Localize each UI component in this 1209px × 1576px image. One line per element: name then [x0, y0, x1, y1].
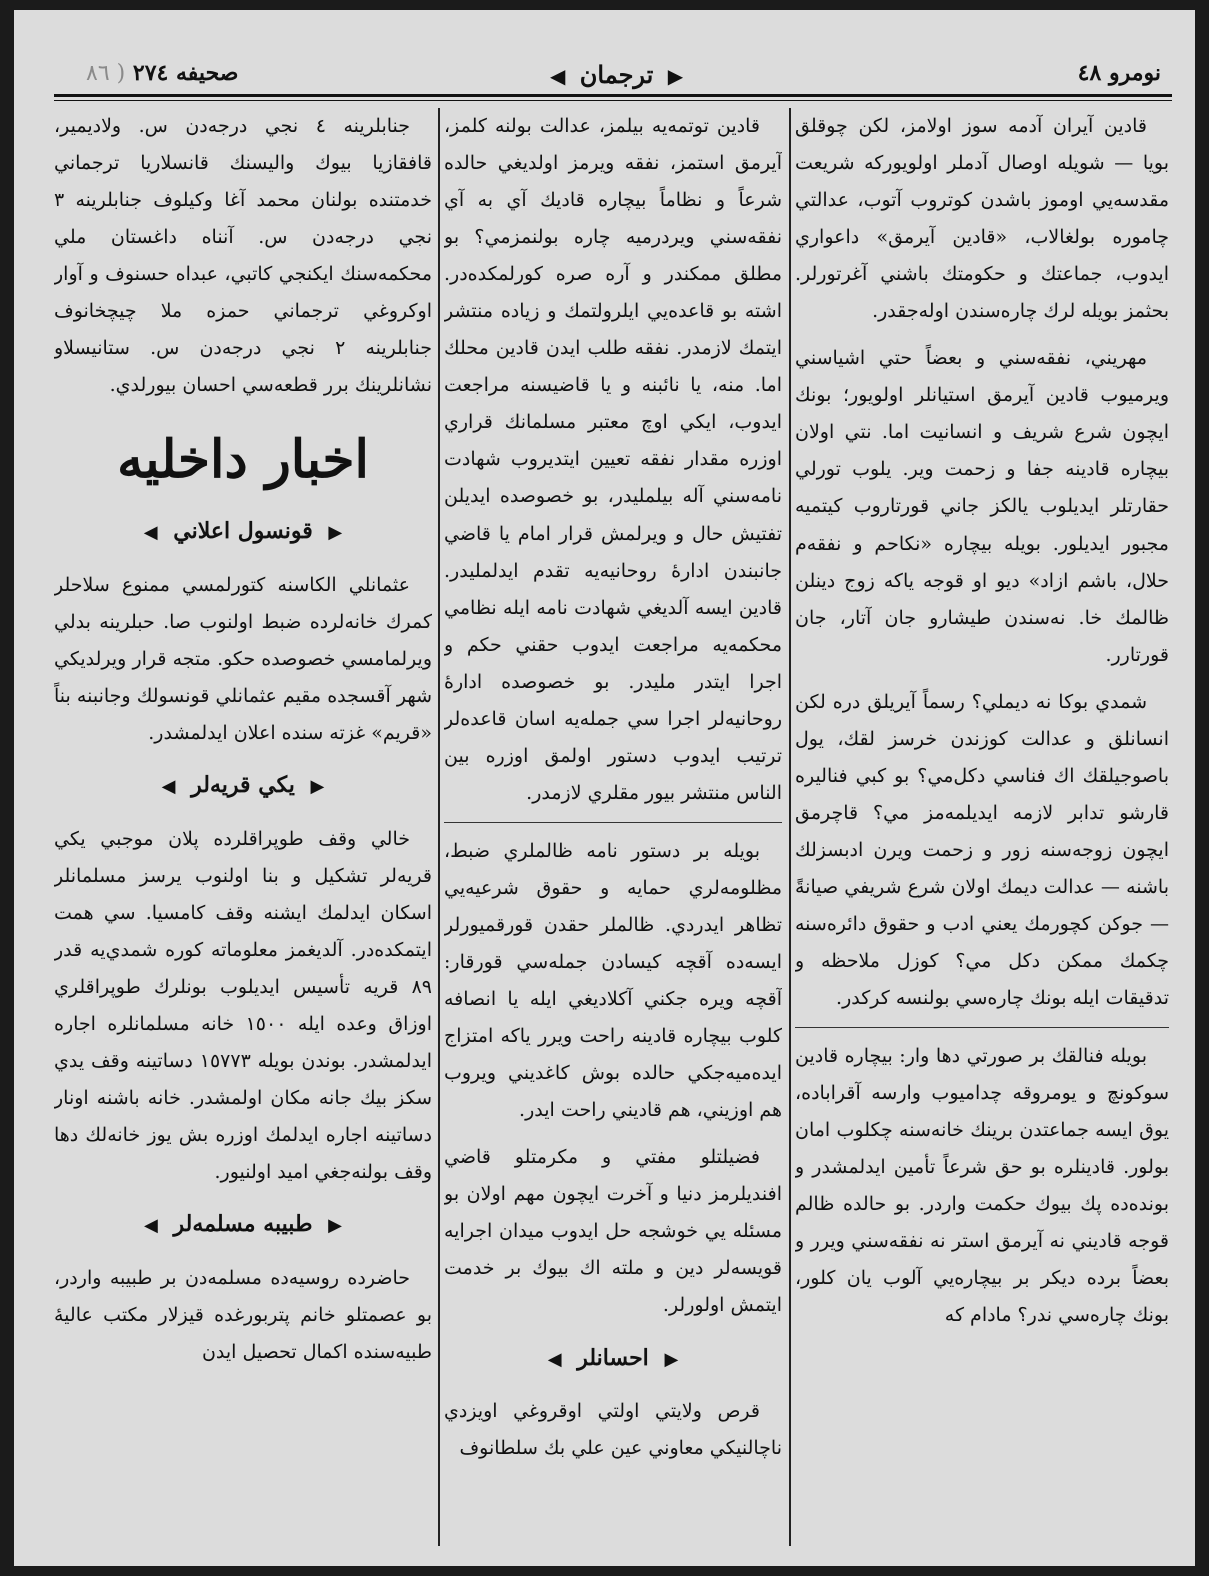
- section-heading-domestic-news: اخبار داخليه: [117, 429, 369, 491]
- ornament-left-icon: ◀: [161, 776, 176, 797]
- paragraph: بويله فنالقك بر صورتي دها وار: بيچاره قادين سوكونچ و يومروقه چداميوب وارسه آقراباده، يوق ايسه جماعتدن برينك خانه‌سنه چكلوب امان بولور. قادينلره بو حق شرعاً تأمين ايدلمشدر و بونده‌ده پك بيوك حكمت واردر. بو حالده ظالم قوجه قاديني نه آيرمق استر نه نفقه‌سني ويرر و بعضاً برده ديكر بر بيچاره‌يي آلوب يان كلور، بونك چاره‌سي ندر؟ مادام كه: [795, 1045, 1169, 1327]
- separator-rule: [795, 1027, 1169, 1028]
- paragraph: خالي وقف طوپراقلرده پلان موجبي يكي قريه‌لر تشكيل و بنا اولنوب يرسز مسلمانلر اسكان ايدلمك ايشنه وقف كامسيا. سي همت ايتمكده‌در. آلديغمز معلوماته كوره شمدي‌يه قدر ٨٩ قريه تأسيس ايديلوب بونلرك طوپراقلري اوزاق وعده ايله ١٥٠٠ خانه مسلمانلره اجاره ايدلمشدر. بوندن بويله ١٥٧٧٣ دساتينه وقف يدي سكز بيك جانه مكان اولمشدر. خانه باشنه اونار دساتينه اجاره ايدلمك اوزره بش يوز خانه‌لك دها وقف بولنه‌جغي اميد اولنيور.: [54, 827, 432, 1184]
- page-header: [14, 60, 1195, 104]
- ornament-right-icon: ▶: [664, 1348, 679, 1370]
- section-heading-ihsanlar: [444, 1343, 782, 1374]
- ornament-right-icon: ▶: [667, 64, 684, 88]
- ornament-left-icon: ◀: [143, 521, 158, 543]
- page-number-ghost: ( ٨٦: [86, 61, 126, 86]
- column-divider: [438, 108, 440, 1546]
- section-heading-text: قونسول اعلاني: [173, 517, 313, 544]
- column-divider: [789, 108, 791, 1546]
- section-heading-text: طبيبه مسلمه‌لر: [173, 1211, 313, 1238]
- paragraph: بويله بر دستور نامه ظالملري ضبط، مظلومه‌لري حمايه و حقوق شرعيه‌يي تظاهر ايدردي. ظالملر حقدن قورقميورلر ايسه‌ده آقچه كيسادن جمله‌سي قورقار: آقچه ويره جكني آكلاديغي ايله يا انصافه كلوب بيچاره قادينه راحت ويرر ياكه امتزاج ايده‌ميه‌جكي حالده بوش كاغديني ويروب هم اوزيني، هم قاديني راحت ايدر.: [444, 839, 782, 1122]
- paragraph: جنابلرينه ٤ نجي درجه‌دن س. ولاديمير، قافقازيا بيوك واليسنك قانسلاريا ترجماني خدمتنده بولنان محمد آغا وكيلوف جنابلرينه ٣ نجي درجه‌دن س. آنناه داغستان ملي محكمه‌سنك ايكنجي كاتبي، عبداه حسنوف و آوار اوكروغي ترجماني حمزه ملا چيچخانوف جنابلرينه ٢ نجي درجه‌دن س. ستانيسلاو نشانلرينك برر قطعه‌سي احسان بيورلدي.: [54, 115, 432, 397]
- header-rule-thin: [54, 100, 1172, 101]
- newspaper-page: [14, 10, 1195, 1566]
- ornament-right-icon: ▶: [328, 521, 343, 543]
- paragraph: شمدي بوكا نه ديملي؟ رسماً آيريلق دره لكن انسانلق و عدالت كوزندن خرسز لقك، يول باصوجيلقك اك فناسي دكل‌مي؟ بو كبي فناليره قارشو تدابر لازمه ايديلمه‌مز مي؟ قاچرمق ايچون زوجه‌سنه زور و زحمت ويرن ادبسزلك باشنه — عدالت ديمك اولان شرع شريفي صيانةً — جوكن كچورمك يعني ادب و حقوق دائره‌سنه چكمك ممكن دكل مي؟ كوزل ملاحظه و تدقيقات ايله بونك چاره‌سي بولنسه كركدر.: [795, 690, 1169, 1010]
- page-number: [74, 60, 238, 86]
- section-heading-text: يكي قريه‌لر: [191, 772, 295, 798]
- middle-column: [444, 108, 782, 1546]
- section-heading-muslim-doctors: [54, 1209, 432, 1240]
- section-heading-consul-notice: [54, 516, 432, 547]
- section-heading-text: احسانلر: [577, 1344, 649, 1371]
- left-column: [54, 108, 432, 1546]
- ornament-right-icon: ▶: [310, 776, 325, 797]
- issue-number: نومرو ٤٨: [1077, 60, 1161, 86]
- masthead-title: [544, 60, 689, 89]
- paragraph: قادين آيران آدمه سوز اولامز، لكن چوقلق بويا — شويله اوصال آدملر اولويوركه شريعت مقدسه‌يي اوموز باشدن كوتروب آتوب، عدالتي چاموره بولغالاب، «قادين آيرمق» داعواري ايدوب، جماعتك و حكومتك باشني آغرتورلر. بحثمز بويله لرك چاره‌سندن اوله‌جقدر.: [795, 115, 1169, 323]
- newspaper-name: ترجمان: [579, 60, 654, 89]
- separator-rule: [444, 822, 782, 823]
- ornament-left-icon: ◀: [550, 64, 566, 88]
- header-rule-thick: [54, 94, 1172, 97]
- paragraph: حاضرده روسيه‌ده مسلمه‌دن بر طبيبه واردر، بو عصمتلو خانم پتربورغده قيزلار مكتب عاليهٔ طبيه‌سنده اكمال تحصيل ايدن: [54, 1267, 432, 1364]
- ornament-left-icon: ◀: [547, 1348, 562, 1370]
- right-column: [795, 108, 1169, 1546]
- paragraph: فضيلتلو مفتي و مكرمتلو قاضي افنديلرمز دنيا و آخرت ايچون مهم اولان بو مسئله يي خوشجه حل ايدوب ميدان اجرايه قويسه‌لر دين و ملته اك بيوك بر خدمت ايتمش اولورلر.: [444, 1146, 782, 1317]
- section-heading-new-villages: [54, 770, 432, 801]
- ornament-right-icon: ▶: [328, 1215, 342, 1237]
- ornament-left-icon: ◀: [144, 1215, 158, 1237]
- page-number-text: صحيفه ٢٧٤: [132, 60, 239, 86]
- paragraph: عثمانلي الكاسنه كتورلمسي ممنوع سلاحلر كمرك خانه‌لرده ضبط اولنوب صا. حبلرينه بدلي ويرلمامسي خصوصده حكو. متجه قرار ويرلديكي شهر آقسجده مقيم عثمانلي قونسولك وجانبنه بناً «قريم» غزته سنده اعلان ايدلمشدر.: [54, 573, 432, 744]
- paragraph: قادين توتمه‌يه بيلمز، عدالت بولنه كلمز، آيرمق استمز، نفقه ويرمز اولديغي حالده شرعاً و نظاماً بيچاره قاديك آي به آي نفقه‌سني ويردرميه چاره بولنمزمي؟ بو مطلق ممكندر و آره صره كورلمكده‌در. اشته بو قاعده‌يي ايلرولتمك و زياده منتشر ايتمك لازمدر. نفقه طلب ايدن قادين محلك اما. منه، يا نائبنه و يا قاضيسنه مراجعت ايدوب، ايكي اوچ معتبر مسلمانك قراري اوزره مقدار نفقه تعيين ايتديروب شهادت نامه‌سني آله بيلمليدر، بو خصوصده ايديلن تفتيش حال و ويرلمش قرار امام يا قاضي جانبندن ادارهٔ روحانيه‌يه تقدم ايدلمليدر. قادين ايسه آلديغي شهادت نامه ايله نظامي محكمه‌يه مراجعت ايدوب حقني حكم و اجرا ايتدر مليدر. بو خصوصده ادارهٔ روحانيه‌لر اجرا سي جمله‌يه اسان قاعده‌لر ترتيب ايدوب دستور اولمق اوزره بين الناس منتشر بيور مقلري لازمدر.: [444, 115, 782, 804]
- paragraph: قرص ولايتي اولتي اوقروغي اويزدي ناچالنيكي معاوني عين علي بك سلطانوف: [444, 1400, 782, 1460]
- paragraph: مهريني، نفقه‌سني و بعضاً حتي اشياسني ويرميوب قادين آيرمق استيانلر اولويور؛ بونك ايچون شرع شريف و انسانيت اما. نتي اولان بيچاره قادينه جفا و زحمت وير. يلوب تورلي حقارتلر ايديلوب يالكز جاني قورتاروب كيتميه مجبور ايديلور. بويله بيچاره «نكاحم و نفقه‌م حلال، باشم ازاد» ديو او قوجه ياكه زوج دينلن ظالمك خا. نه‌سندن طيشارو جان آتار، جان قورتارر.: [795, 347, 1169, 666]
